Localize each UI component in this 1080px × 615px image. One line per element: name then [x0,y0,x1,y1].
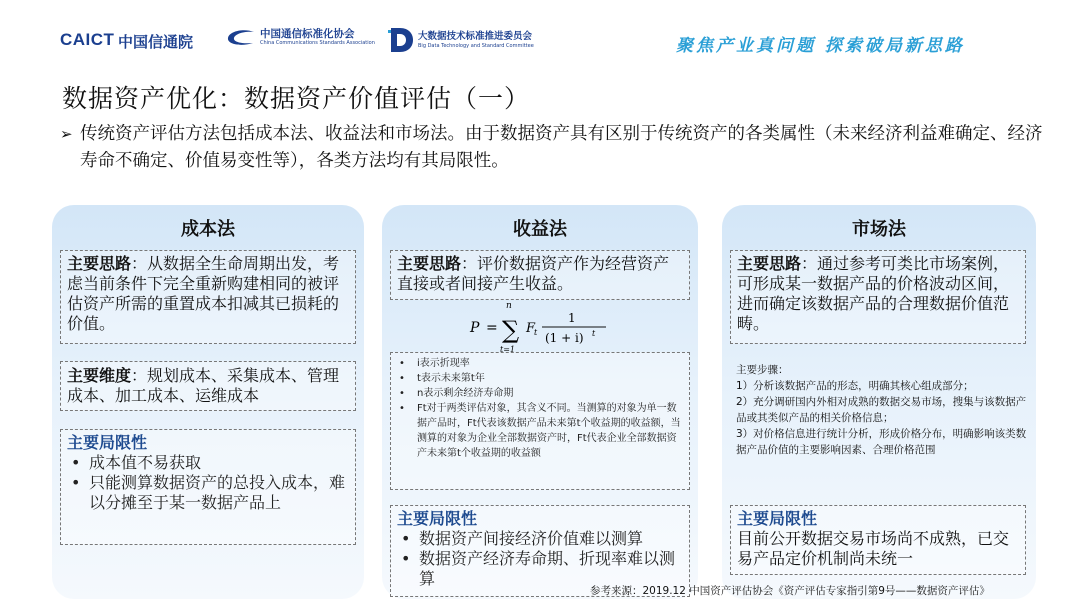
list-item: • 数据资产经济寿命期、折现率难以测算 [397,549,683,589]
list-item: • t表示未来第t年 [395,371,685,386]
bdtc-name-en: Big Data Technology and Standard Committee [418,42,534,49]
formula-sum-bottom: t=1 [500,345,516,354]
formula-ft-sub: t [534,328,538,337]
cost-method-panel [52,205,364,599]
bdtc-name-cn: 大数据技术标准推进委员会 [418,30,533,42]
formula-denominator: (1 + i) [545,331,584,345]
list-item: • 成本值不易获取 [67,453,349,473]
cost-limit-label: 主要局限性 [67,433,148,452]
market-step: 3）对价格信息进行统计分析，形成价格分布，明确影响该类数据产品价值的主要影响因素、合理价格范围 [736,428,1027,456]
list-item: • i表示折现率 [395,356,685,371]
cost-method-title: 成本法 [181,219,235,240]
market-limitation-box [730,505,1026,575]
cost-dim-label: 主要维度 [67,366,132,385]
market-limit-label: 主要局限性 [737,509,818,528]
market-method-title: 市场法 [852,219,906,240]
bdtc-d-icon [388,26,414,54]
source-citation: 参考来源：2019.12 中国资产评估协会《资产评估专家指引第9号——数据资产评估》 [590,585,990,597]
slogan: 聚焦产业真问题 探索破局新思路 [676,36,965,56]
market-limit-text: 目前公开数据交易市场尚不成熟，已交易产品定价机制尚未统一 [737,529,1010,568]
income-method-panel [382,205,698,599]
formula-ft: F [526,321,536,336]
cost-limitation-box [60,429,356,545]
cost-dimension-box [60,361,356,411]
income-limit-label: 主要局限性 [397,509,478,528]
income-idea [397,254,683,294]
cost-dim-text: ：规划成本、采集成本、管理成本、加工成本、运维成本 [67,366,340,405]
cost-limit-list [67,453,349,513]
cost-dimension [67,366,349,406]
cost-idea-label: 主要思路 [67,254,132,273]
market-idea-text: ：通过参考可类比市场案例，可形成某一数据产品的价格波动区间，进而确定该数据产品的合理数据价值范畴。 [737,254,1010,333]
cost-idea-box [60,250,356,344]
market-steps [736,362,1028,458]
header-bar [0,0,1080,64]
arrow-bullet-icon: ➢ [60,125,73,143]
market-step: 1）分析该数据产品的形态，明确其核心组成部分； [736,380,974,392]
market-step: 2）充分调研国内外相对成熟的数据交易市场，搜集与该数据产品或其类似产品的相关价格信息； [736,396,1027,424]
caict-logo-text: CAICT [60,30,115,49]
intro-paragraph [58,121,1048,175]
list-item: • Ft对于两类评估对象，其含义不同。当测算的对象为单一数据产品时，Ft代表该数据产品未来第t个收益期的收益额，当测算的对象为企业全部数据资产时，Ft代表企业全部数据资产未来第t个收益期的收益额 [395,401,685,461]
page-title: 数据资产优化：数据资产价值评估（一） [62,84,531,113]
formula-sum-top: n [506,301,512,311]
market-idea-label: 主要思路 [737,254,802,273]
income-formula [468,300,628,355]
formula-numerator: 1 [568,311,576,325]
income-notes-box [390,352,690,490]
intro-text: 传统资产评估方法包括成本法、收益法和市场法。由于数据资产具有区别于传统资产的各类属性（未来经济利益难确定、经济寿命不确定、价值易变性等），各类方法均有其局限性。 [80,124,1043,171]
list-item: • 数据资产间接经济价值难以测算 [397,529,683,549]
list-item: • n表示剩余经济寿命期 [395,386,685,401]
cost-idea-text: ：从数据全生命周期出发，考虑当前条件下完全重新购建相同的被评估资产所需的重置成本扣减其已损耗的价值。 [67,254,340,333]
income-method-title: 收益法 [513,219,567,240]
income-idea-box [390,250,690,300]
caict-logo-cn: 中国信通院 [118,33,194,51]
ccsa-name-cn: 中国通信标准化协会 [260,28,355,40]
market-steps-title: 主要步骤： [736,364,789,376]
formula-sigma: ∑ [502,316,520,344]
formula-den-sup: t [592,329,596,338]
market-idea [737,254,1019,334]
income-idea-label: 主要思路 [397,254,462,273]
market-idea-box [730,250,1026,344]
income-notes-list [395,356,685,461]
cost-idea [67,254,349,334]
formula-eq: = [486,320,498,336]
income-idea-text: ：评价数据资产作为经营资产直接或者间接产生收益。 [397,254,670,293]
list-item: • 只能测算数据资产的总投入成本，难以分摊至于某一数据产品上 [67,473,349,513]
ccsa-logo [226,28,375,47]
formula-lhs: P [470,320,480,336]
bdtc-logo [388,26,534,54]
market-method-panel [722,205,1036,599]
income-limit-list [397,529,683,589]
ccsa-name-en: China Communications Standards Association [260,40,375,46]
ccsa-swoosh-icon [226,29,256,47]
